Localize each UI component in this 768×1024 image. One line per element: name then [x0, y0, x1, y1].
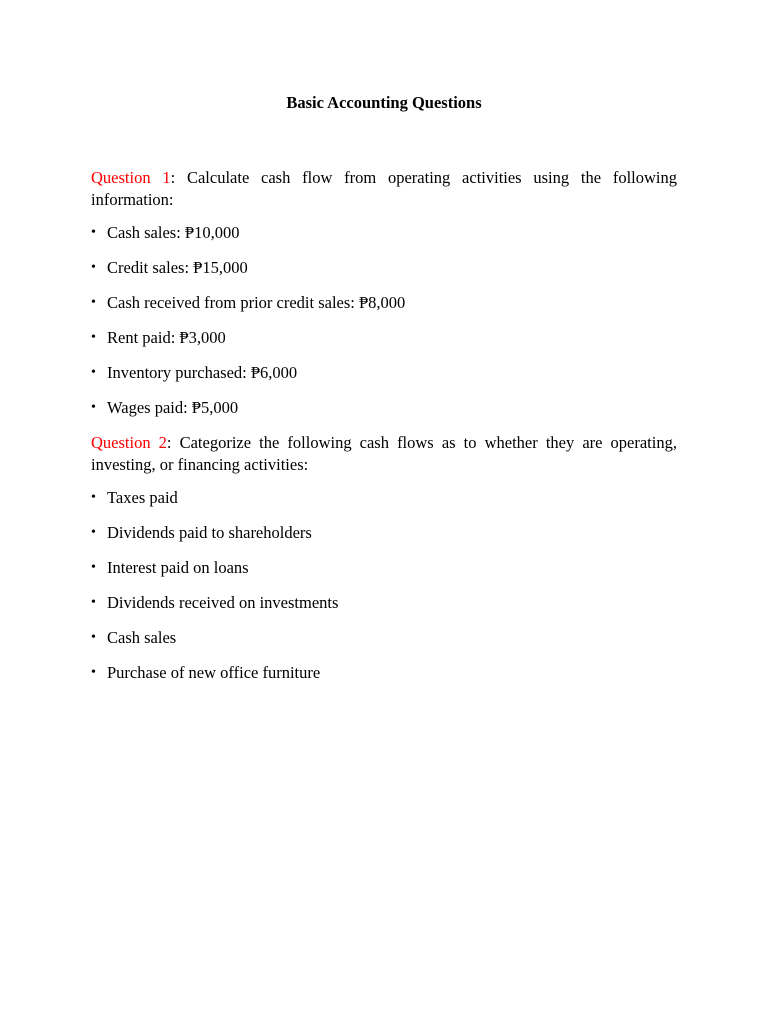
- bullet-icon: •: [91, 595, 96, 610]
- list-item: [91, 522, 677, 557]
- list-item-text: Credit sales: ₱15,000: [107, 258, 248, 277]
- bullet-icon: •: [91, 630, 96, 645]
- list-item-text: Cash sales: ₱10,000: [107, 223, 240, 242]
- list-item: [91, 627, 677, 662]
- question-1-list: [91, 222, 677, 432]
- list-item-text: Inventory purchased: ₱6,000: [107, 363, 298, 382]
- list-item: [91, 487, 677, 522]
- bullet-icon: •: [91, 400, 96, 415]
- bullet-icon: •: [91, 365, 96, 380]
- list-item-text: Cash sales: [107, 628, 177, 647]
- list-item: [91, 592, 677, 627]
- list-item: [91, 257, 677, 292]
- list-item-text: Taxes paid: [107, 488, 178, 507]
- list-item: [91, 222, 677, 257]
- list-item: [91, 557, 677, 592]
- list-item-text: Wages paid: ₱5,000: [107, 398, 239, 417]
- list-item-text: Interest paid on loans: [107, 558, 249, 577]
- bullet-icon: •: [91, 295, 96, 310]
- question-1-label: Question 1: [91, 168, 171, 187]
- list-item: [91, 362, 677, 397]
- list-item-text: Purchase of new office furniture: [107, 663, 321, 682]
- list-item-text: Rent paid: ₱3,000: [107, 328, 226, 347]
- bullet-icon: •: [91, 330, 96, 345]
- list-item-text: Dividends paid to shareholders: [107, 523, 312, 542]
- question-2-label: Question 2: [91, 433, 167, 452]
- question-1: [91, 167, 677, 211]
- list-item-text: Cash received from prior credit sales: ₱8,000: [107, 293, 406, 312]
- list-item: [91, 662, 677, 697]
- bullet-icon: •: [91, 525, 96, 540]
- list-item: [91, 292, 677, 327]
- list-item: [91, 327, 677, 362]
- bullet-icon: •: [91, 225, 96, 240]
- question-2-text: : Categorize the following cash flows as to whether they are operating, investing, or financing activities:: [91, 433, 677, 474]
- question-2-list: [91, 487, 677, 697]
- document-title: Basic Accounting Questions: [286, 93, 482, 112]
- bullet-icon: •: [91, 260, 96, 275]
- question-2: [91, 432, 677, 476]
- question-1-text: : Calculate cash flow from operating activities using the following information:: [91, 168, 677, 209]
- list-item: [91, 397, 677, 432]
- bullet-icon: •: [91, 665, 96, 680]
- bullet-icon: •: [91, 560, 96, 575]
- list-item-text: Dividends received on investments: [107, 593, 339, 612]
- bullet-icon: •: [91, 490, 96, 505]
